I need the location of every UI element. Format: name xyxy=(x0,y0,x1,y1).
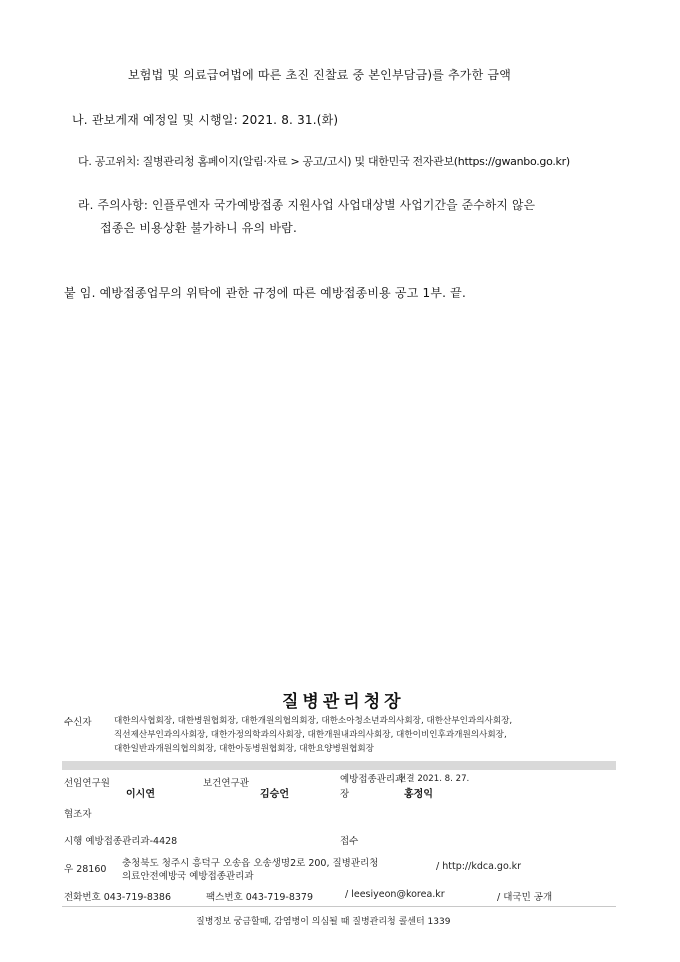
footer-bottom-rule xyxy=(62,906,616,907)
address-line-2: 의료안전예방국 예방접종관리과 xyxy=(122,871,254,882)
issuer-name: 질병관리청장 xyxy=(282,692,405,712)
disclosure-status: / 대국민 공개 xyxy=(497,892,553,903)
homepage-url[interactable]: / http://kdca.go.kr xyxy=(436,861,522,872)
postal-code: 우 28160 xyxy=(64,864,107,875)
approver-label-suffix: 장 xyxy=(340,789,350,800)
reviewer-name: 김승언 xyxy=(260,789,289,800)
recipients-line-1: 대한의사협회장, 대한병원협회장, 대한개원의협의회장, 대한소아청소년과의사회장, 대한산부인과의사회장, xyxy=(114,716,513,726)
drafter-label: 선임연구원 xyxy=(64,778,110,789)
attachment-line: 붙 임. 예방접종업무의 위탁에 관한 규정에 따른 예방접종비용 공고 1부. 끝. xyxy=(64,286,466,300)
approver-name: 홍정익 xyxy=(404,789,433,800)
approver-label: 예방접종관리과 xyxy=(340,774,405,785)
recipients-line-3: 대한일반과개원의협의회장, 대한아동병원협회장, 대한요양병원협회장 xyxy=(114,744,374,754)
receipt-label: 접수 xyxy=(340,836,359,847)
drafter-name: 이시연 xyxy=(126,789,155,800)
item-na: 나. 관보게재 예정일 및 시행일: 2021. 8. 31.(화) xyxy=(72,113,339,127)
reviewer-label: 보건연구관 xyxy=(203,778,249,789)
body-line-1: 보험법 및 의료급여법에 따른 초진 진찰료 중 본인부담금)를 추가한 금액 xyxy=(128,68,511,82)
footer-divider-bar xyxy=(62,761,616,770)
address-line-1: 충청북도 청주시 흥덕구 오송읍 오송생명2로 200, 질병관리청 xyxy=(122,858,379,869)
item-ra-line-1: 라. 주의사항: 인플루엔자 국가예방접종 지원사업 사업대상별 사업기간을 준수하지 않은 xyxy=(78,198,536,212)
approval-note: 전결 2021. 8. 27. xyxy=(398,774,470,784)
recipients-line-2: 직선제산부인과의사회장, 대한가정의학과의사회장, 대한개원내과의사회장, 대한이비인후과개원의사회장, xyxy=(114,730,507,740)
recipient-label: 수신자 xyxy=(64,717,92,728)
fax-number: 팩스번호 043-719-8379 xyxy=(206,892,314,903)
enforcement-number: 시행 예방접종관리과-4428 xyxy=(64,836,178,847)
cooperator-label: 협조자 xyxy=(64,809,92,820)
item-da: 다. 공고위치: 질병관리청 홈페이지(알림·자료 > 공고/고시) 및 대한민국 전자관보(https://gwanbo.go.kr) xyxy=(78,155,570,168)
item-ra-line-2: 접종은 비용상환 불가하니 유의 바람. xyxy=(100,221,297,235)
footer-slogan: 질병정보 궁금할때, 감염병이 의심될 때 질병관리청 콜센터 1339 xyxy=(196,917,451,927)
email-address[interactable]: / leesiyeon@korea.kr xyxy=(345,889,445,900)
phone-number: 전화번호 043-719-8386 xyxy=(64,892,172,903)
